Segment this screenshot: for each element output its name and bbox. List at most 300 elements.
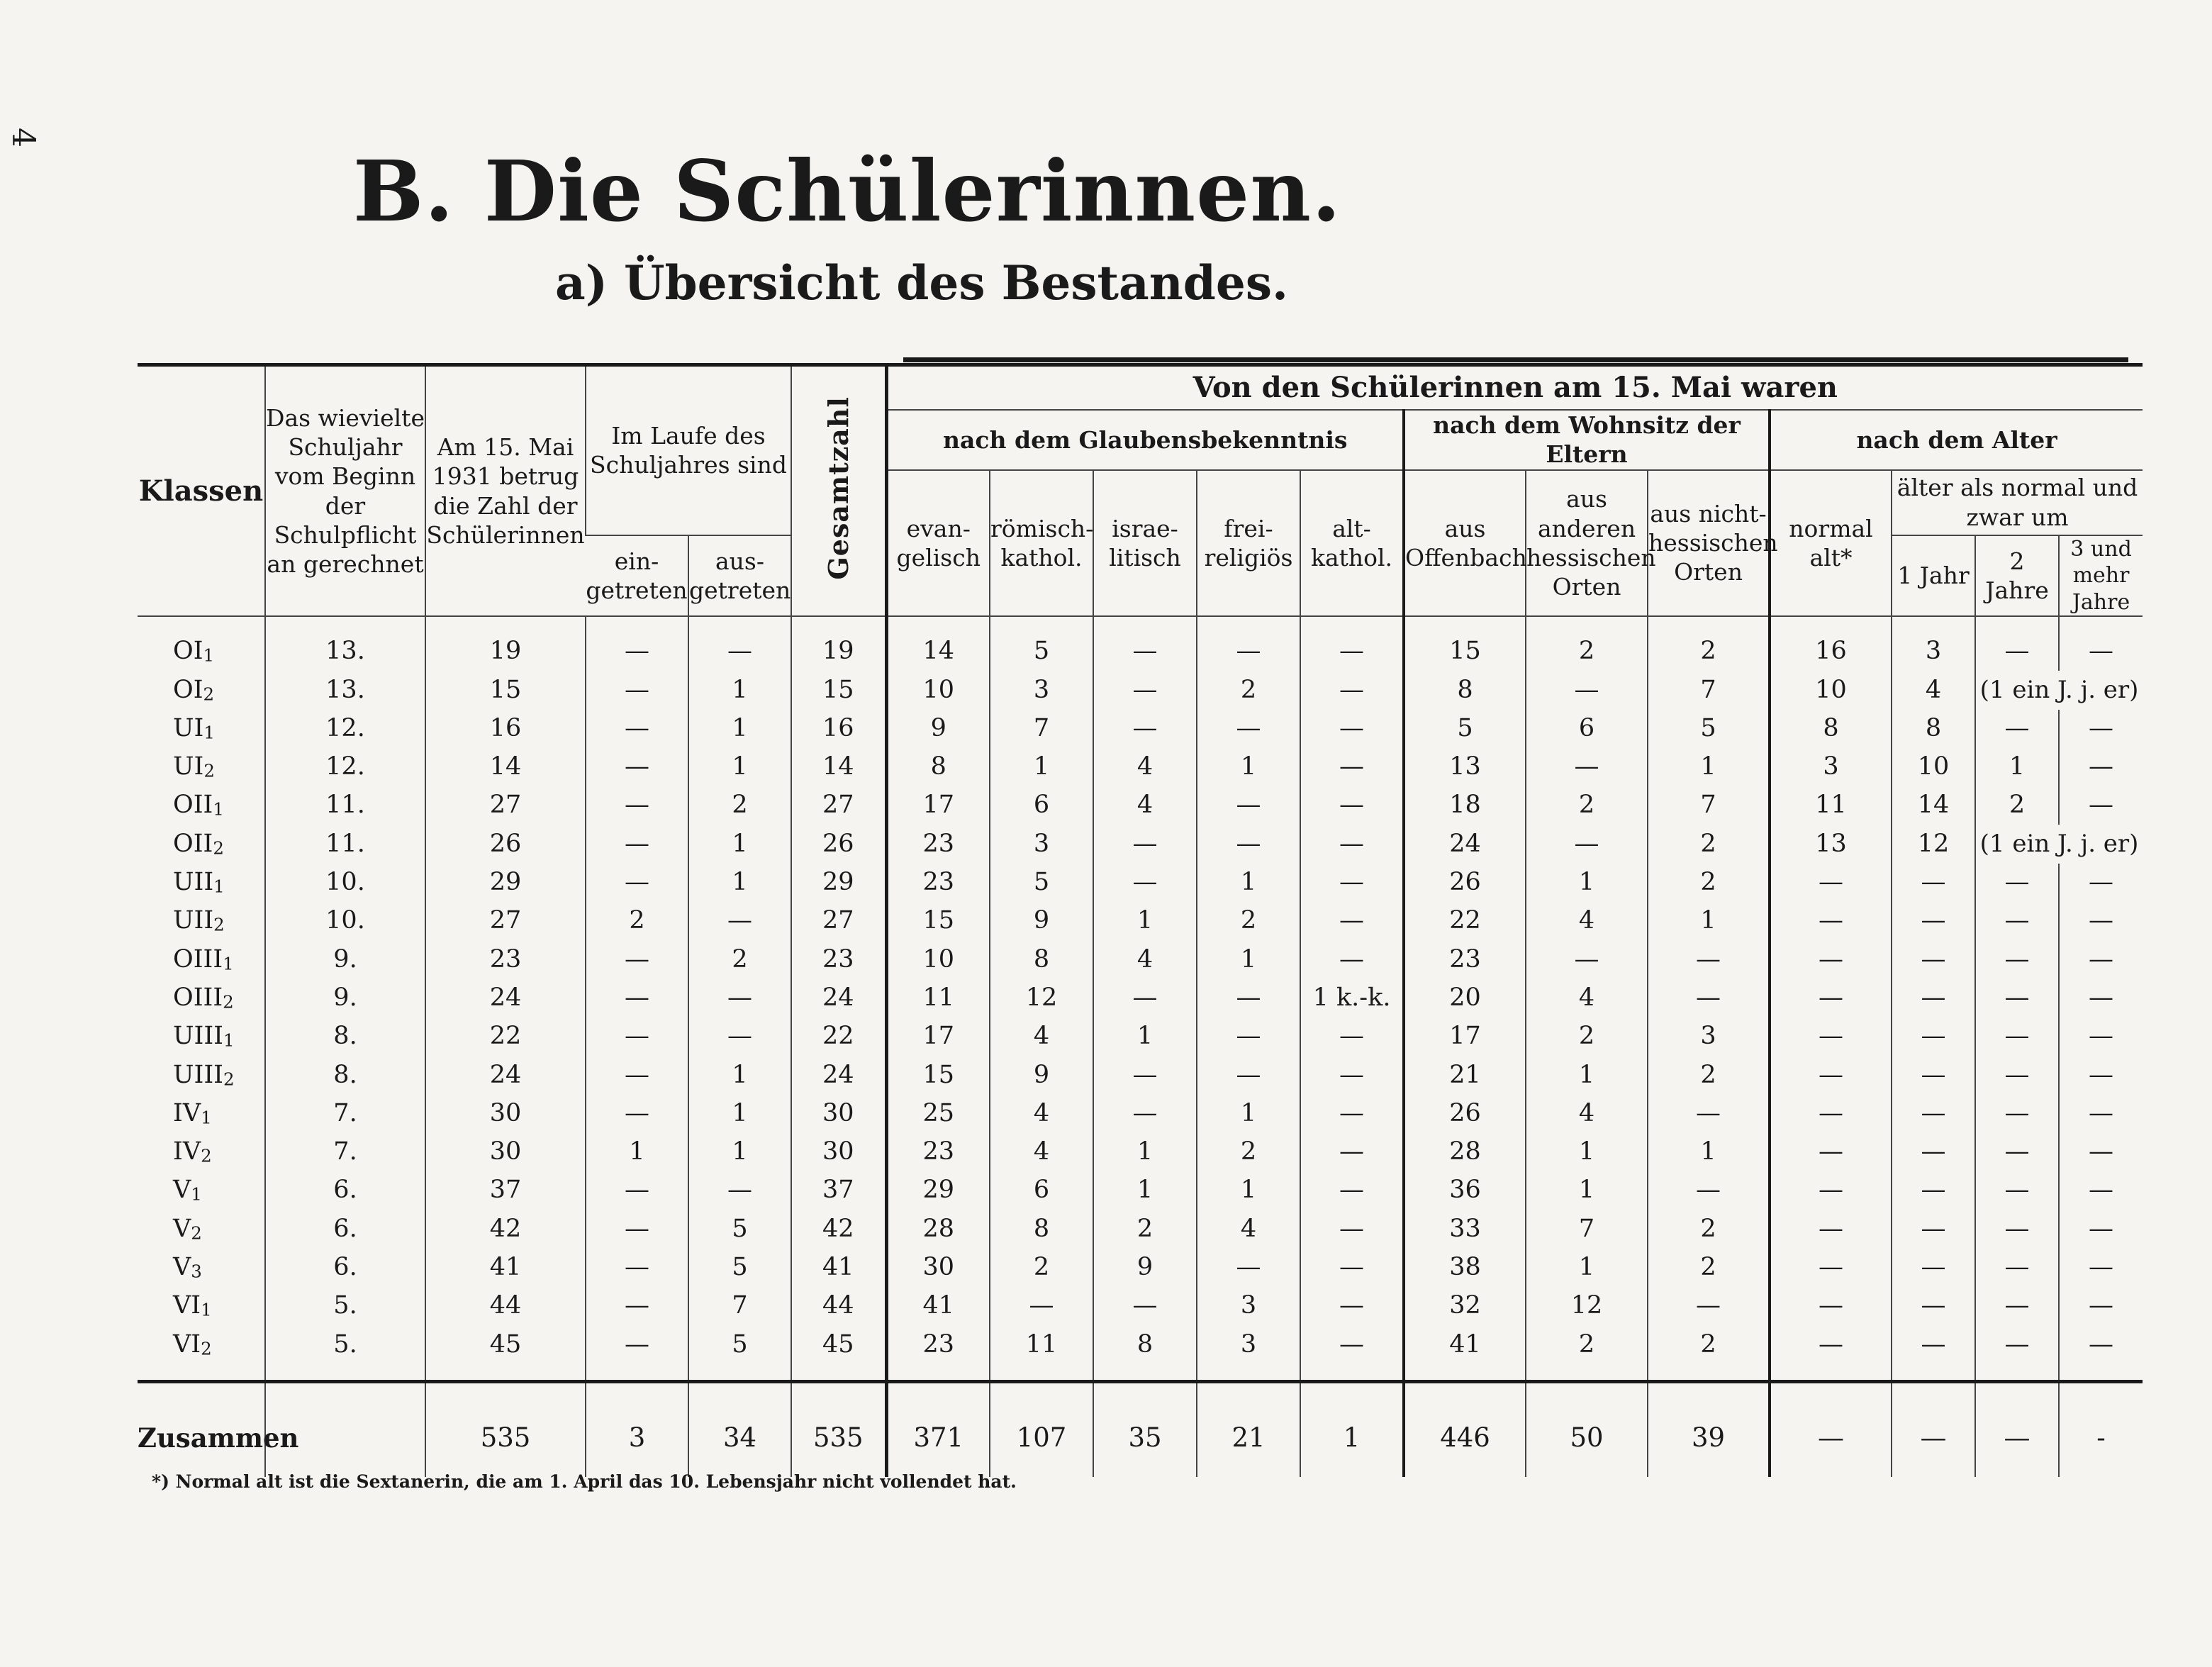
class-label: $V_1$ — [173, 1176, 202, 1205]
table-cell: 37 — [425, 1171, 586, 1210]
table-cell: 8 — [990, 940, 1093, 979]
table-cell: 26 — [1404, 864, 1526, 902]
table-cell: — — [1892, 1287, 1975, 1325]
table-cell: — — [1300, 1325, 1404, 1381]
table-cell: — — [586, 1325, 688, 1381]
totals-cell: 35 — [1093, 1381, 1197, 1477]
table-cell: 3 — [990, 671, 1093, 709]
table-row — [138, 671, 2143, 709]
table-cell: 5 — [688, 1210, 791, 1248]
table-cell: 14 — [425, 748, 586, 786]
table-cell: 4 — [990, 1133, 1093, 1171]
table-cell: 3 — [1648, 1018, 1770, 1056]
table-cell: 8 — [886, 748, 990, 786]
table-cell: 24 — [425, 1056, 586, 1094]
table-cell: — — [1093, 616, 1197, 671]
table-cell: 2 — [1648, 1056, 1770, 1094]
totals-cell: 21 — [1197, 1381, 1300, 1477]
table-cell: — — [1300, 1171, 1404, 1210]
table-cell: — — [1975, 902, 2059, 940]
table-cell: 9. — [265, 979, 425, 1018]
table-cell: — — [586, 1095, 688, 1133]
header-klassen: Klassen — [138, 365, 265, 617]
totals-cell: — — [1892, 1381, 1975, 1477]
table-cell: 11 — [990, 1325, 1093, 1381]
table-row — [138, 1171, 2143, 1210]
table-cell: 4 — [1093, 748, 1197, 786]
header-evangelisch: evan- gelisch — [886, 470, 990, 617]
table-cell: — — [1770, 979, 1892, 1018]
table-cell: 30 — [791, 1095, 886, 1133]
table-cell: — — [2059, 616, 2143, 671]
table-cell: 4 — [1526, 902, 1648, 940]
table-cell: 7 — [688, 1287, 791, 1325]
table-cell: — — [1892, 940, 1975, 979]
class-label: $UIII_2$ — [173, 1060, 235, 1090]
table-cell: 26 — [1404, 1095, 1526, 1133]
table-cell: — — [2059, 1171, 2143, 1210]
table-cell: 45 — [425, 1325, 586, 1381]
table-cell: 12. — [265, 710, 425, 748]
table-cell: 1 — [688, 864, 791, 902]
table-cell: — — [1892, 1171, 1975, 1210]
table-cell: — — [1300, 748, 1404, 786]
totals-cell: 535 — [425, 1381, 586, 1477]
table-cell: — — [586, 710, 688, 748]
class-label: $OII_1$ — [173, 791, 224, 820]
table-cell: — — [1770, 1210, 1892, 1248]
table-cell: 12 — [1526, 1287, 1648, 1325]
table-cell: — — [1093, 979, 1197, 1018]
table-cell: 25 — [886, 1095, 990, 1133]
table-cell: 5 — [990, 864, 1093, 902]
table-cell: 23 — [886, 1325, 990, 1381]
table-cell: — — [1648, 1171, 1770, 1210]
table-row — [138, 1287, 2143, 1325]
class-label: $VI_2$ — [173, 1329, 212, 1359]
header-eingetreten: ein- getreten — [586, 535, 688, 617]
table-cell: 1 — [688, 1133, 791, 1171]
table-cell: — — [1975, 710, 2059, 748]
class-label: $OII_2$ — [173, 829, 224, 859]
table-cell: 8 — [1404, 671, 1526, 709]
table-cell: 7 — [990, 710, 1093, 748]
table-cell: — — [1197, 786, 1300, 825]
table-cell: — — [1975, 979, 2059, 1018]
table-cell: — — [1892, 864, 1975, 902]
table-cell: 22 — [425, 1018, 586, 1056]
table-cell: 10 — [1892, 748, 1975, 786]
totals-row — [138, 1381, 2143, 1477]
table-cell: — — [1093, 825, 1197, 863]
table-cell: 4 — [1093, 940, 1197, 979]
table-cell: 3 — [990, 825, 1093, 863]
table-cell: 4 — [990, 1018, 1093, 1056]
totals-cell: - — [2059, 1381, 2143, 1477]
table-cell: — — [2059, 1325, 2143, 1381]
table-cell: 32 — [1404, 1287, 1526, 1325]
totals-cell: 371 — [886, 1381, 990, 1477]
table-cell: — — [688, 1018, 791, 1056]
table-cell: 29 — [425, 864, 586, 902]
table-cell: — — [1975, 940, 2059, 979]
table-cell: — — [1975, 1287, 2059, 1325]
table-cell: 2 — [688, 786, 791, 825]
table-cell: — — [688, 902, 791, 940]
table-cell: 28 — [886, 1210, 990, 1248]
table-cell: — — [586, 1210, 688, 1248]
table-cell: — — [1770, 1095, 1892, 1133]
totals-cell: 3 — [586, 1381, 688, 1477]
table-cell: 15 — [886, 902, 990, 940]
table-cell: 23 — [886, 1133, 990, 1171]
class-label: $IV_1$ — [173, 1098, 212, 1128]
table-cell: — — [1197, 979, 1300, 1018]
class-label: $UII_2$ — [173, 906, 225, 936]
totals-cell: 50 — [1526, 1381, 1648, 1477]
table-cell: 8. — [265, 1056, 425, 1094]
table-cell: 6 — [1526, 710, 1648, 748]
table-row — [138, 1095, 2143, 1133]
table-cell: — — [1300, 1095, 1404, 1133]
table-cell: 11. — [265, 825, 425, 863]
table-cell: 2 — [1648, 825, 1770, 863]
table-cell: — — [1300, 786, 1404, 825]
table-cell: 29 — [886, 1171, 990, 1210]
table-cell: 30 — [791, 1133, 886, 1171]
class-label: $OI_2$ — [173, 675, 215, 705]
table-cell: 7 — [1526, 1210, 1648, 1248]
table-cell: — — [1648, 1095, 1770, 1133]
table-cell: 8 — [1892, 710, 1975, 748]
header-aelter: älter als normal und zwar um — [1892, 470, 2143, 535]
table-cell: 17 — [886, 786, 990, 825]
table-cell: 1 — [1526, 864, 1648, 902]
table-cell: — — [1975, 1210, 2059, 1248]
table-cell: — — [1300, 940, 1404, 979]
table-cell: — — [1975, 1095, 2059, 1133]
header-roemisch: römisch- kathol. — [990, 470, 1093, 617]
table-cell: — — [1093, 1056, 1197, 1094]
table-cell: — — [1648, 979, 1770, 1018]
table-cell: — — [1892, 1056, 1975, 1094]
table-cell: 8 — [990, 1210, 1093, 1248]
totals-cell: 39 — [1648, 1381, 1770, 1477]
table-cell: 2 — [1975, 786, 2059, 825]
table-cell: — — [1300, 1018, 1404, 1056]
table-row — [138, 979, 2143, 1018]
table-cell: 2 — [1526, 616, 1648, 671]
table-cell: 2 — [1526, 1325, 1648, 1381]
totals-cell: 1 — [1300, 1381, 1404, 1477]
table-cell: 27 — [425, 786, 586, 825]
table-cell: 12 — [990, 979, 1093, 1018]
table-cell: 9 — [990, 1056, 1093, 1094]
table-cell: 2 — [1648, 616, 1770, 671]
table-cell: 3 — [1197, 1287, 1300, 1325]
table-cell: — — [2059, 940, 2143, 979]
table-cell: 2 — [1648, 1249, 1770, 1287]
table-cell: — — [2059, 1056, 2143, 1094]
table-cell: 1 — [688, 671, 791, 709]
table-cell: 22 — [1404, 902, 1526, 940]
table-cell: 3 — [1197, 1325, 1300, 1381]
table-cell: 1 — [688, 748, 791, 786]
table-cell: 1 — [1093, 1133, 1197, 1171]
table-cell: — — [688, 979, 791, 1018]
age-note: (1 ein J. j. er) — [1975, 671, 2143, 709]
table-cell: 14 — [791, 748, 886, 786]
table-cell: 8 — [1770, 710, 1892, 748]
table-cell: 17 — [886, 1018, 990, 1056]
table-cell: — — [2059, 748, 2143, 786]
table-cell: — — [1648, 1287, 1770, 1325]
header-freireligioes: frei- religiös — [1197, 470, 1300, 617]
table-cell: 4 — [990, 1095, 1093, 1133]
table-cell: 23 — [791, 940, 886, 979]
table-cell: 26 — [791, 825, 886, 863]
table-cell: 22 — [791, 1018, 886, 1056]
table-cell: 3 — [1770, 748, 1892, 786]
table-cell: — — [1892, 1095, 1975, 1133]
table-cell: 7 — [1648, 786, 1770, 825]
table-row — [138, 1133, 2143, 1171]
table-cell: — — [1526, 671, 1648, 709]
table-cell: — — [1526, 748, 1648, 786]
table-cell: 6 — [990, 786, 1093, 825]
table-cell: 15 — [425, 671, 586, 709]
table-cell: — — [586, 748, 688, 786]
page-title: B. Die Schülerinnen. — [352, 142, 1342, 240]
table-cell: 9 — [1093, 1249, 1197, 1287]
table-cell: 7. — [265, 1095, 425, 1133]
table-cell: 19 — [425, 616, 586, 671]
table-cell: — — [1093, 1287, 1197, 1325]
table-cell: 1 — [1197, 864, 1300, 902]
table-cell: — — [1975, 1018, 2059, 1056]
table-cell: 2 — [1197, 1133, 1300, 1171]
table-cell: 1 — [1197, 940, 1300, 979]
table-cell: 8. — [265, 1018, 425, 1056]
table-cell: 24 — [791, 1056, 886, 1094]
page-number: 4 — [5, 128, 41, 147]
table-row — [138, 748, 2143, 786]
table-cell: — — [1975, 1056, 2059, 1094]
table-cell: 7. — [265, 1133, 425, 1171]
table-cell: 15 — [886, 1056, 990, 1094]
table-cell: — — [1300, 710, 1404, 748]
table-cell: 12. — [265, 748, 425, 786]
table-cell: 10 — [1770, 671, 1892, 709]
table-cell: 13. — [265, 671, 425, 709]
table-cell: — — [1975, 1133, 2059, 1171]
table-cell: 5. — [265, 1325, 425, 1381]
table-cell: 1 — [688, 1095, 791, 1133]
table-cell: — — [2059, 902, 2143, 940]
table-cell: 8 — [1093, 1325, 1197, 1381]
table-cell: 10. — [265, 864, 425, 902]
table-cell: 30 — [425, 1095, 586, 1133]
table-cell: — — [1975, 1171, 2059, 1210]
table-row — [138, 902, 2143, 940]
table-cell: — — [1300, 671, 1404, 709]
table-cell: — — [688, 616, 791, 671]
class-label: $V_3$ — [173, 1253, 202, 1282]
table-cell: — — [2059, 864, 2143, 902]
table-cell: 4 — [1892, 671, 1975, 709]
table-cell: — — [1975, 1325, 2059, 1381]
table-cell: 45 — [791, 1325, 886, 1381]
table-cell: 13. — [265, 616, 425, 671]
table-cell: — — [688, 1171, 791, 1210]
table-cell: 27 — [791, 902, 886, 940]
table-cell: 15 — [791, 671, 886, 709]
table-cell: — — [1770, 1171, 1892, 1210]
table-cell: 1 — [1197, 748, 1300, 786]
table-cell: 10 — [886, 940, 990, 979]
table-cell: — — [2059, 1133, 2143, 1171]
table-cell: 12 — [1892, 825, 1975, 863]
table-cell: 44 — [425, 1287, 586, 1325]
table-cell: 33 — [1404, 1210, 1526, 1248]
table-cell: 29 — [791, 864, 886, 902]
table-row — [138, 1056, 2143, 1094]
table-cell: — — [1892, 1210, 1975, 1248]
table-cell: 6. — [265, 1171, 425, 1210]
table-cell: — — [1892, 1249, 1975, 1287]
class-label: $OI_1$ — [173, 637, 215, 666]
table-cell: 6. — [265, 1249, 425, 1287]
table-cell: 41 — [886, 1287, 990, 1325]
header-zahl: Am 15. Mai 1931 betrug die Zahl der Schülerinnen — [425, 365, 586, 617]
header-israelitisch: israe- litisch — [1093, 470, 1197, 617]
class-label: $UI_2$ — [173, 752, 215, 781]
top-rule — [903, 357, 2128, 362]
table-cell: 30 — [886, 1249, 990, 1287]
header-schuljahr: Das wievielte Schuljahr vom Beginn der Schulpflicht an gerechnet — [265, 365, 425, 617]
table-cell: — — [586, 1018, 688, 1056]
table-cell: 1 — [688, 825, 791, 863]
table-cell: 1 — [1526, 1249, 1648, 1287]
table-cell: 2 — [1093, 1210, 1197, 1248]
table-cell: 1 — [990, 748, 1093, 786]
table-cell: — — [586, 1056, 688, 1094]
table-cell: — — [1093, 671, 1197, 709]
table-cell: — — [1770, 1325, 1892, 1381]
table-cell: 5 — [1648, 710, 1770, 748]
header-jahr1: 1 Jahr — [1892, 535, 1975, 617]
table-cell: 1 — [1093, 1171, 1197, 1210]
table-cell: 4 — [1526, 979, 1648, 1018]
table-cell: 9. — [265, 940, 425, 979]
table-cell: 18 — [1404, 786, 1526, 825]
table-cell: 24 — [791, 979, 886, 1018]
table-cell: 28 — [1404, 1133, 1526, 1171]
table-cell: 14 — [1892, 786, 1975, 825]
table-cell: — — [1892, 1325, 1975, 1381]
table-row — [138, 1018, 2143, 1056]
table-row — [138, 616, 2143, 671]
table-cell: 26 — [425, 825, 586, 863]
table-cell: 6. — [265, 1210, 425, 1248]
table-cell: 23 — [886, 864, 990, 902]
table-cell: 1 — [1526, 1056, 1648, 1094]
table-cell: — — [2059, 1095, 2143, 1133]
table-cell: 5 — [1404, 710, 1526, 748]
page-subtitle: a) Übersicht des Bestandes. — [554, 255, 1289, 311]
table-cell: — — [1300, 1249, 1404, 1287]
table-cell: 41 — [425, 1249, 586, 1287]
table-cell: 42 — [425, 1210, 586, 1248]
table-cell: 30 — [425, 1133, 586, 1171]
table-cell: 4 — [1526, 1095, 1648, 1133]
table-cell: 16 — [1770, 616, 1892, 671]
table-cell: — — [1892, 979, 1975, 1018]
table-cell: 27 — [425, 902, 586, 940]
table-cell: 2 — [1526, 1018, 1648, 1056]
table-cell: — — [1093, 864, 1197, 902]
table-cell: 5 — [990, 616, 1093, 671]
class-label: $UII_1$ — [173, 868, 225, 897]
table-cell: 1 — [688, 1056, 791, 1094]
table-cell: — — [1093, 1095, 1197, 1133]
table-cell: 16 — [425, 710, 586, 748]
table-cell: 5 — [688, 1249, 791, 1287]
table-cell: — — [2059, 710, 2143, 748]
table-cell: — — [1197, 1018, 1300, 1056]
table-row — [138, 940, 2143, 979]
class-label: $OIII_2$ — [173, 983, 234, 1013]
table-cell: — — [1770, 1249, 1892, 1287]
header-normal: normal alt* — [1770, 470, 1892, 617]
header-alter: nach dem Alter — [1770, 410, 2143, 470]
table-cell: 36 — [1404, 1171, 1526, 1210]
table-cell: — — [1770, 1287, 1892, 1325]
class-label: $OIII_1$ — [173, 944, 234, 974]
table-cell: 1 — [1197, 1095, 1300, 1133]
table-cell: — — [1526, 825, 1648, 863]
header-gesamtzahl: Gesamtzahl — [791, 365, 886, 617]
table-cell: 21 — [1404, 1056, 1526, 1094]
table-row — [138, 1325, 2143, 1381]
table-cell: 11 — [886, 979, 990, 1018]
table-cell: 10. — [265, 902, 425, 940]
table-cell: 7 — [1648, 671, 1770, 709]
table-cell: — — [1300, 1056, 1404, 1094]
table-cell: — — [586, 825, 688, 863]
table-cell: — — [586, 671, 688, 709]
header-hessisch: aus anderen hessischen Orten — [1526, 470, 1648, 617]
table-cell: 3 — [1892, 616, 1975, 671]
totals-body — [138, 1381, 2143, 1477]
table-cell: 23 — [886, 825, 990, 863]
table-row — [138, 786, 2143, 825]
table-cell: 14 — [886, 616, 990, 671]
table-cell: 1 — [586, 1133, 688, 1171]
table-body — [138, 616, 2143, 1381]
table-cell: 42 — [791, 1210, 886, 1248]
table-cell: — — [1770, 1133, 1892, 1171]
table-cell: 1 — [1648, 748, 1770, 786]
table-cell: — — [2059, 1249, 2143, 1287]
class-label: $VI_1$ — [173, 1291, 212, 1320]
age-note: (1 ein J. j. er) — [1975, 825, 2143, 863]
table-row — [138, 825, 2143, 863]
table-cell: — — [2059, 1287, 2143, 1325]
table-cell: 6 — [990, 1171, 1093, 1210]
table-row — [138, 1249, 2143, 1287]
table-cell: — — [1093, 710, 1197, 748]
